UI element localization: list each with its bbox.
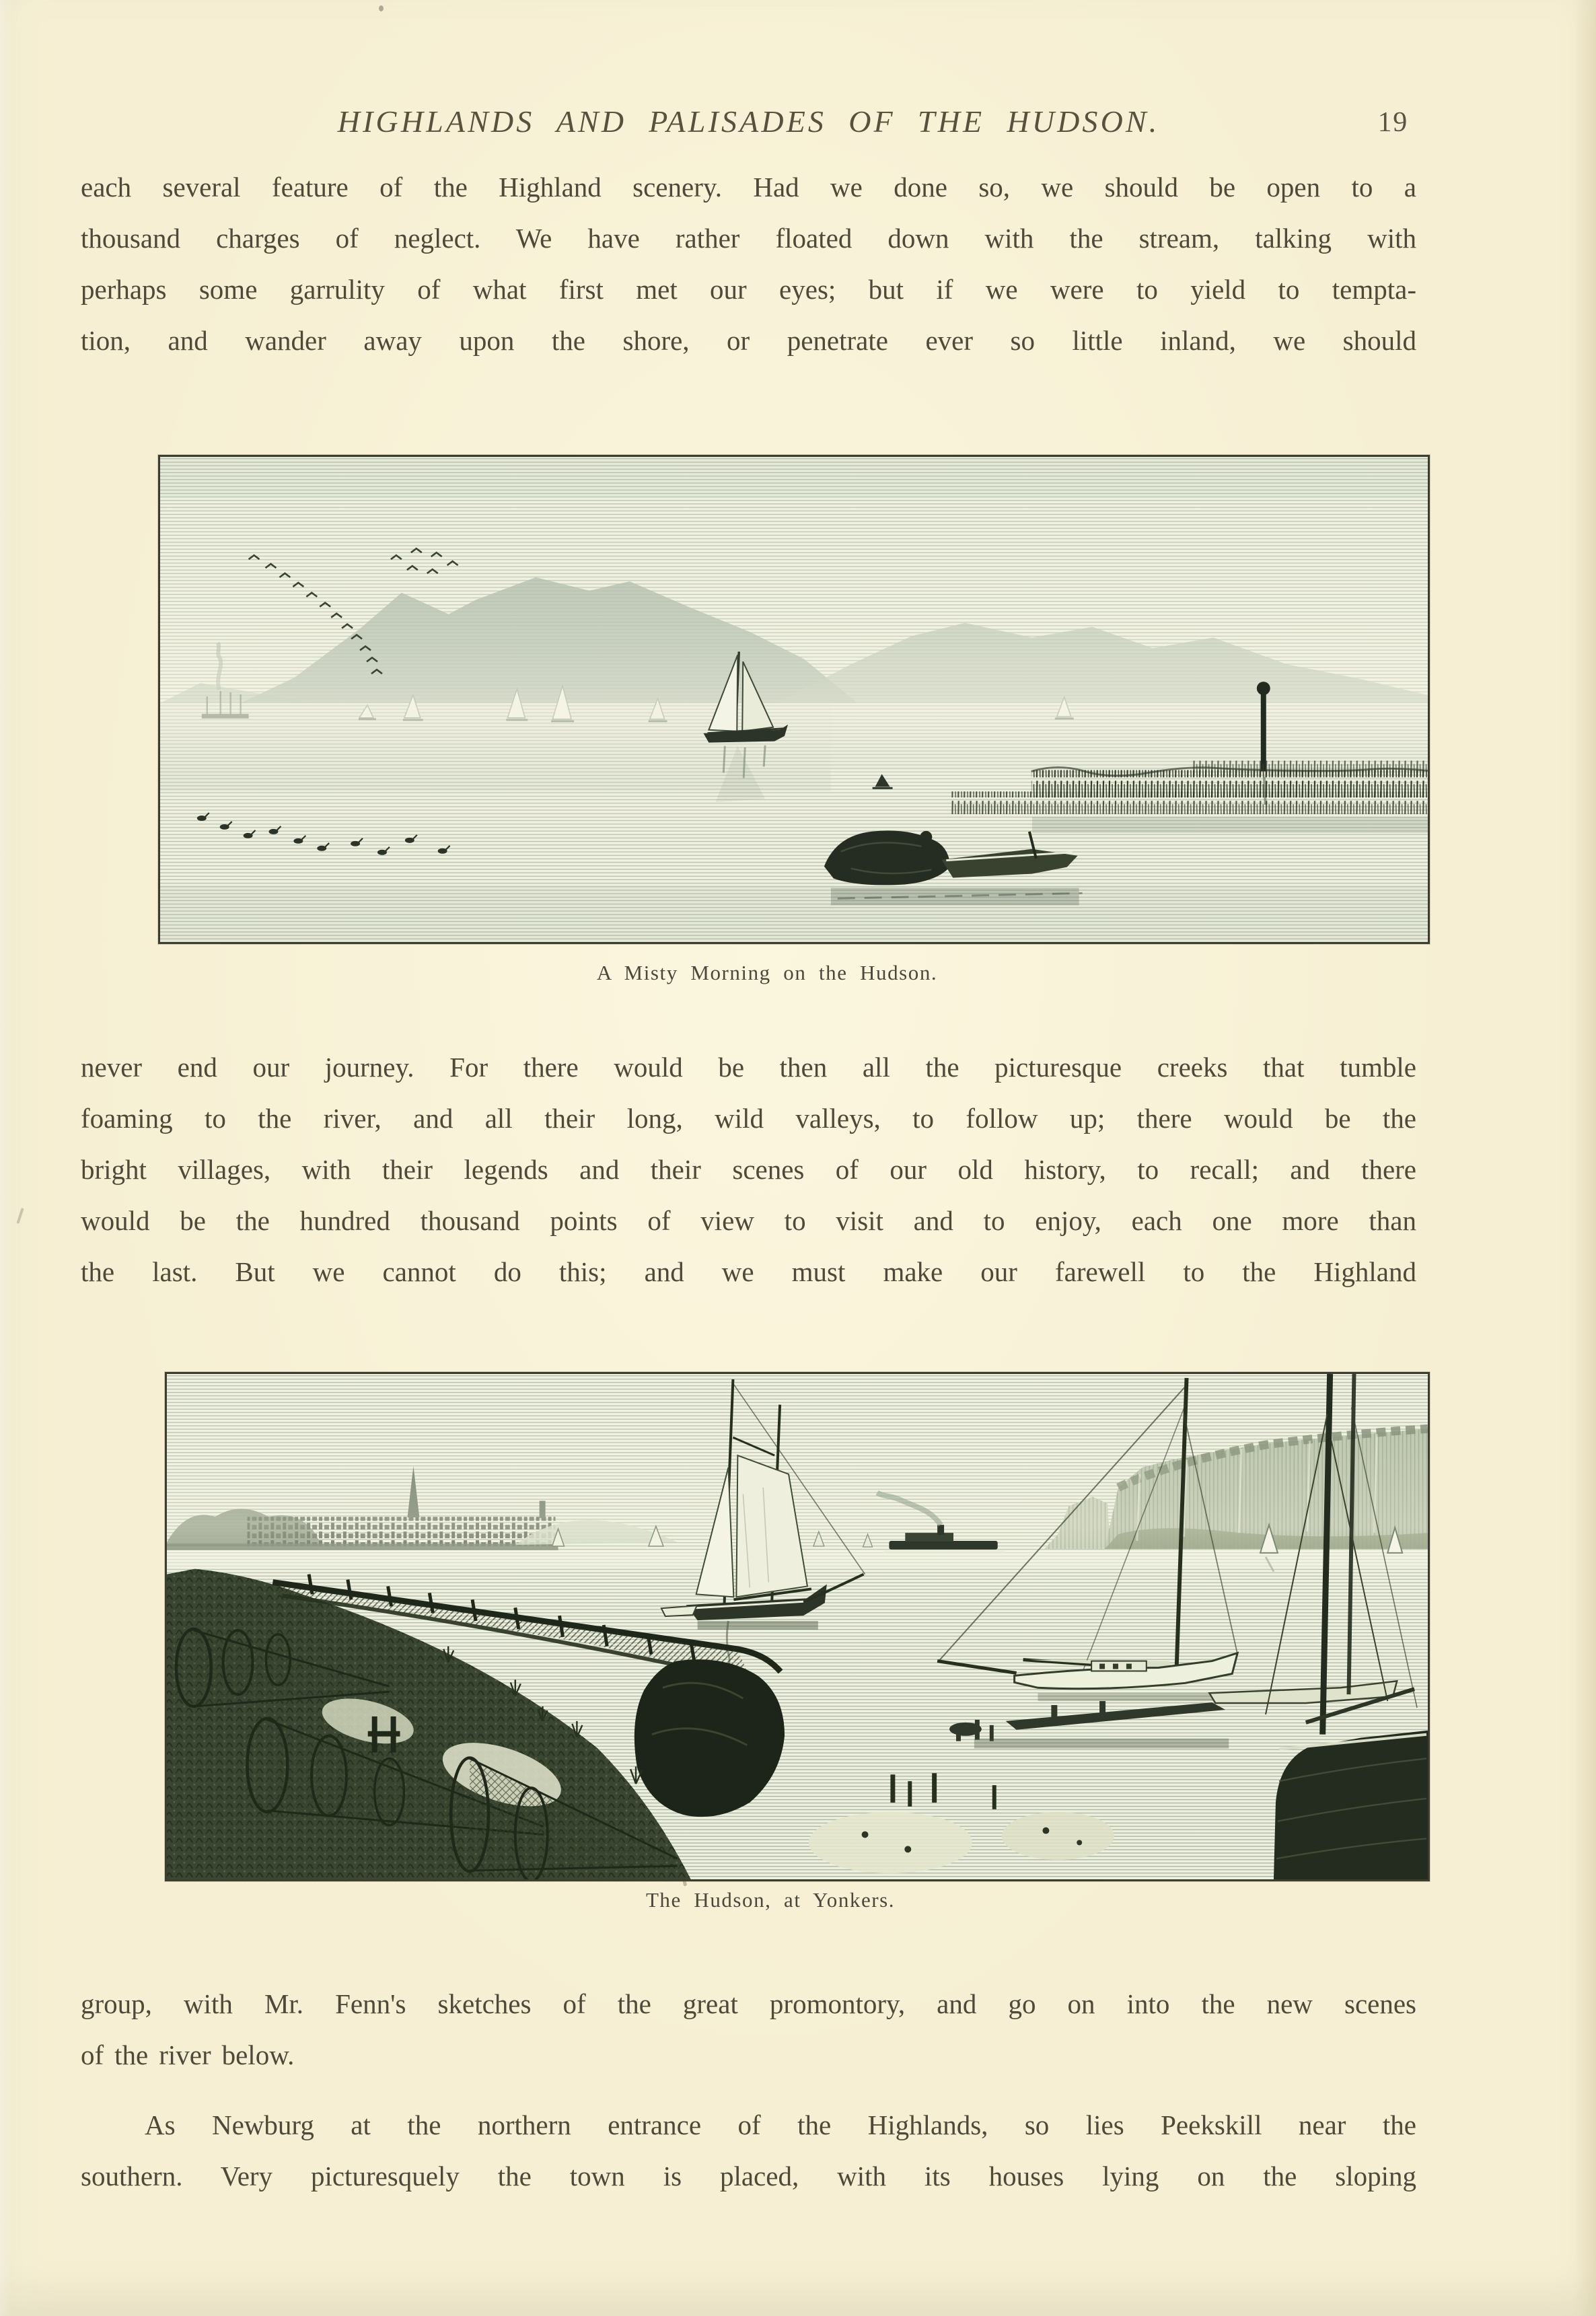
- page-number: 19: [1377, 107, 1408, 138]
- running-header: [81, 98, 1416, 145]
- text-line: the last. But we cannot do this; and we must make our farewell to the Highland: [81, 1256, 1416, 1287]
- paragraph-2: [81, 1042, 1416, 1297]
- text-line: of the river below.: [81, 2039, 295, 2070]
- figure-caption: A Misty Morning on the Hudson.: [596, 961, 938, 984]
- text-line: perhaps some garrulity of what first met our eyes; but if we were to yield to tempta-: [81, 274, 1416, 305]
- figure-hudson-yonkers: [165, 1372, 1430, 1881]
- text-line: southern. Very picturesquely the town is placed, with its houses lying on the sloping: [81, 2161, 1416, 2192]
- paragraph-1: [81, 161, 1416, 366]
- figure-caption: The Hudson, at Yonkers.: [645, 1888, 896, 1912]
- text-line: never end our journey. For there would be then all the picturesque creeks that tumble: [81, 1052, 1416, 1083]
- engraving-hudson-yonkers: [167, 1374, 1428, 1879]
- text-line: thousand charges of neglect. We have rather floated down with the stream, talking with: [81, 223, 1416, 254]
- scan-artifact: [379, 5, 384, 11]
- scan-artifact: [16, 1208, 24, 1224]
- text-line: tion, and wander away upon the shore, or penetrate ever so little inland, we should: [81, 325, 1416, 356]
- text-line: group, with Mr. Fenn's sketches of the great promontory, and go on into the new scenes: [81, 1988, 1416, 2019]
- text-line: bright villages, with their legends and their scenes of our old history, to recall; and there: [81, 1154, 1416, 1185]
- text-line: foaming to the river, and all their long, wild valleys, to follow up; there would be the: [81, 1103, 1416, 1134]
- page-heading: HIGHLANDS AND PALISADES OF THE HUDSON.: [337, 104, 1160, 139]
- paragraph-3: [81, 1978, 1416, 2080]
- text-line: would be the hundred thousand points of view to visit and to enjoy, each one more than: [81, 1205, 1416, 1236]
- text-line: As Newburg at the northern entrance of the Highlands, so lies Peekskill near the: [145, 2109, 1416, 2140]
- text-line: each several feature of the Highland scenery. Had we done so, we should be open to a: [81, 172, 1416, 203]
- engraving-misty-morning: [160, 457, 1428, 942]
- paragraph-4: [81, 2099, 1416, 2202]
- figure-misty-morning: [158, 455, 1430, 944]
